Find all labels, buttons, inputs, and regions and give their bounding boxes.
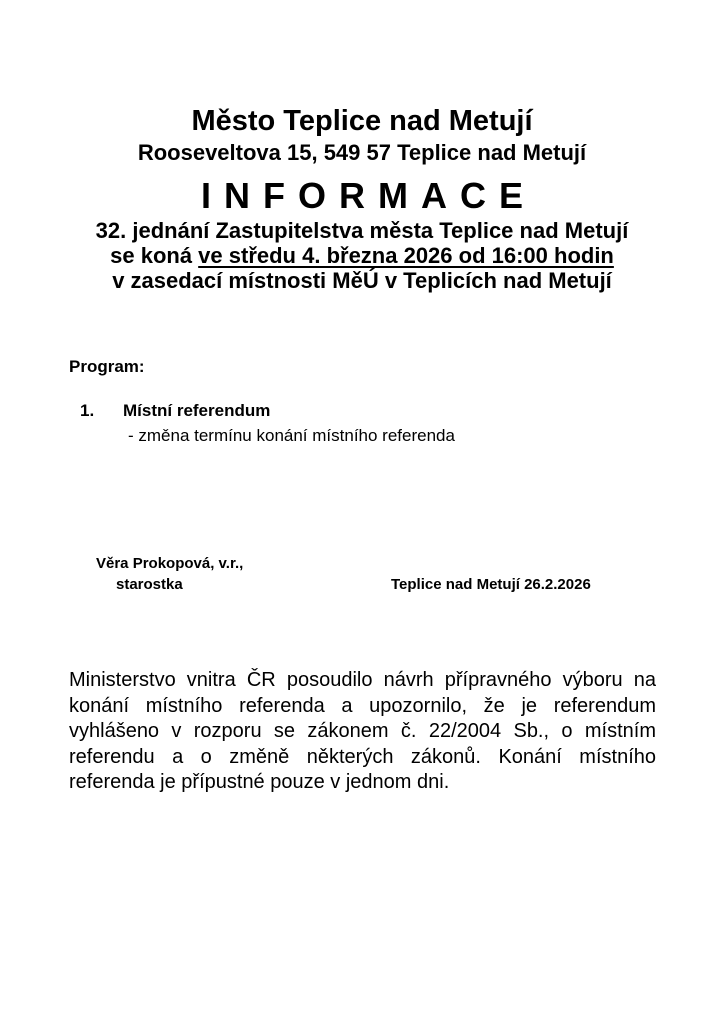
signatory-role: starostka xyxy=(116,576,183,593)
program-item-title: Místní referendum xyxy=(123,401,271,420)
document-heading: INFORMACE xyxy=(201,175,536,216)
meeting-line-1: 32. jednání Zastupitelstva města Teplice nad Metují xyxy=(95,218,629,243)
meeting-line-2 xyxy=(0,243,724,268)
program-item-number: 1. xyxy=(80,401,95,420)
municipal-address: Rooseveltova 15, 549 57 Teplice nad Metují xyxy=(137,140,587,165)
meeting-line-2-prefix: se koná xyxy=(110,243,199,268)
meeting-line-3: v zasedací místnosti MěÚ v Teplicích nad Metují xyxy=(112,268,612,293)
ministry-notice: Ministerstvo vnitra ČR posoudilo návrh přípravného výboru na konání místního referenda a upozornilo, že je referendum vyhlášeno v rozporu se zákonem č. 22/2004 Sb., o místním referendu a o změně některých zákonů. Konání místního referenda je přípustné pouze v jednom dni. xyxy=(69,669,656,793)
document-title: Město Teplice nad Metují xyxy=(191,105,533,137)
meeting-date-time: ve středu 4. března 2026 od 16:00 hodin xyxy=(198,243,614,268)
signatory-name: Věra Prokopová, v.r., xyxy=(96,555,244,572)
program-label: Program: xyxy=(69,357,145,376)
place-and-date: Teplice nad Metují 26.2.2026 xyxy=(391,576,591,593)
program-item-subtitle: - změna termínu konání místního referenda xyxy=(128,426,455,445)
